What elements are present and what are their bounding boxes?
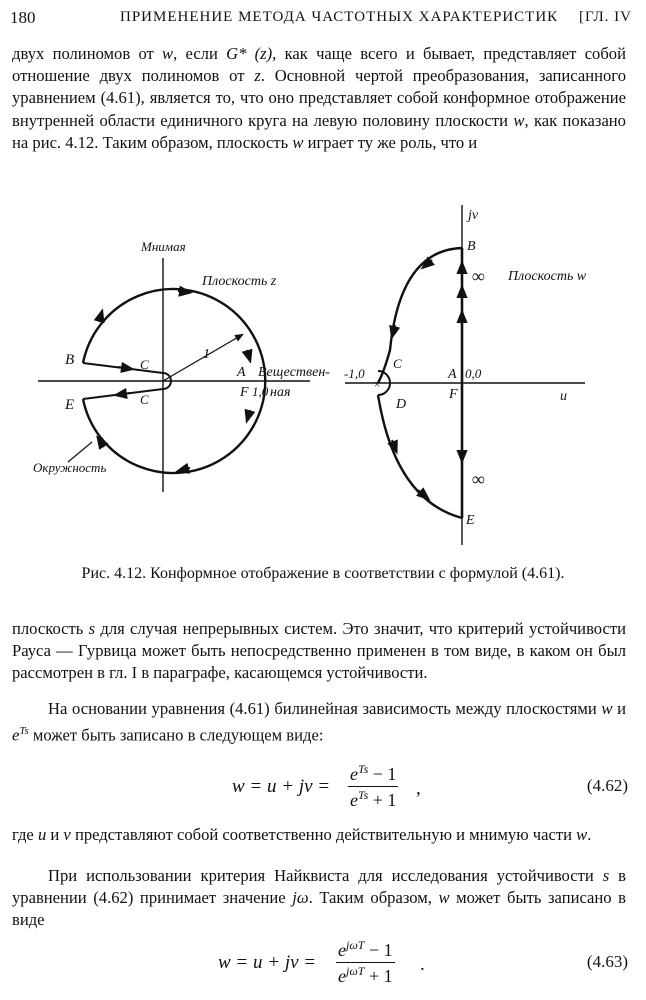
paragraph-4: где u и v представляют собой соответственно действительную и мнимую части w. — [12, 825, 592, 844]
w-contour-arc-top — [378, 248, 462, 383]
z-point-a: A — [237, 365, 246, 380]
z-imag-axis-label: Мнимая — [141, 239, 186, 254]
w-jv-label: jv — [468, 208, 479, 223]
z-one-label: 1,0 — [252, 384, 269, 399]
z-point-e: E — [65, 397, 75, 413]
z-real-label-2: ная — [270, 385, 291, 400]
w-point-b: B — [467, 239, 476, 254]
w-point-c: C — [393, 356, 402, 371]
z-plane-label: Плоскость z — [202, 274, 277, 289]
page-number: 180 — [10, 8, 36, 27]
paragraph-5: При использовании критерия Найквиста для исследования устойчивости s в уравнении (4.62) принимает значение jω. Таким образом, w может быть записано в виде — [12, 866, 626, 930]
circle-arrow-5 — [182, 468, 190, 470]
w-u-label: u — [560, 389, 567, 404]
z-point-c-top: C — [140, 357, 149, 372]
eq63-period: . — [420, 954, 425, 975]
equation-4-63 — [0, 938, 646, 988]
z-point-f: F — [240, 385, 249, 400]
circle-arrow-2 — [178, 291, 186, 292]
w-minus-one-label: -1,0 — [344, 366, 365, 381]
z-point-c-bottom: C — [140, 392, 149, 407]
circle-label-pointer — [68, 442, 92, 462]
paragraph-1: двух полиномов от w, если G* (z), как чаще всего и бывает, представляет собой отношение двух полиномов от z. Основной чертой преобразования, записанного уравнением (4.61), является то, что оно представляет собой конформное отображение внутренней области единичного круга на левую половину плоскости w, как показано на рис. 4.12. Таким образом, плоскость w играет ту же роль, что и — [12, 44, 626, 152]
w-inf-top: ∞ — [472, 266, 485, 286]
eq62-fraction: $e^{Ts} - 1$ $e^{Ts} + 1$ — [350, 762, 397, 810]
w-inf-bottom: ∞ — [472, 469, 485, 489]
running-title: ПРИМЕНЕНИЕ МЕТОДА ЧАСТОТНЫХ ХАРАКТЕРИСТИК — [120, 9, 559, 25]
radius-line — [163, 336, 240, 381]
paragraph-2: плоскость s для случая непрерывных систем. Это значит, что критерий устойчивости Рауса — Гурвица может быть непосредственно применен в том виде, в каком он был рассмотрен в гл. I в параграфе, касающемся устойчивости. — [12, 619, 626, 683]
w-point-a: A — [448, 367, 457, 382]
z-circle-label: Окружность — [33, 460, 107, 475]
circle-arrow-1 — [99, 315, 101, 322]
eq62-comma: , — [416, 778, 421, 799]
w-plane-label: Плоскость w — [508, 269, 587, 284]
circle-arrow-3 — [247, 350, 249, 357]
w-minus-one-marker: × — [373, 377, 382, 391]
paragraph-3: На основании уравнения (4.61) билинейная зависимость между плоскостями w и $e^{Ts}$ может быть записано в следующем виде: — [12, 699, 626, 745]
running-header — [10, 8, 632, 30]
z-real-label-1: Веществен- — [258, 365, 330, 380]
z-radius-label: 1 — [203, 347, 210, 362]
figure-caption: Рис. 4.12. Конформное отображение в соответствии с формулой (4.61). — [81, 565, 565, 582]
eq62-lhs: w = u + jv = — [232, 776, 331, 797]
eq63-lhs: w = u + jv = — [218, 952, 317, 973]
equation-4-62 — [0, 762, 646, 812]
z-plane-diagram — [33, 239, 330, 492]
w-point-f: F — [449, 387, 458, 402]
eq63-number: (4.63) — [586, 952, 628, 971]
figure-4-12 — [0, 195, 646, 555]
circle-arrow-4 — [248, 410, 250, 417]
eq63-fraction: $e^{j\omega T} - 1$ $e^{j\omega T} + 1$ — [338, 938, 393, 986]
w-contour-arc-bottom — [378, 395, 462, 518]
w-point-d: D — [396, 397, 407, 412]
chapter-marker: [ГЛ. IV — [578, 9, 632, 25]
w-zero-label: 0,0 — [465, 366, 482, 381]
eq62-number: (4.62) — [586, 776, 628, 795]
w-plane-diagram — [344, 205, 587, 545]
z-point-b: B — [65, 352, 75, 368]
w-point-e: E — [466, 513, 475, 528]
